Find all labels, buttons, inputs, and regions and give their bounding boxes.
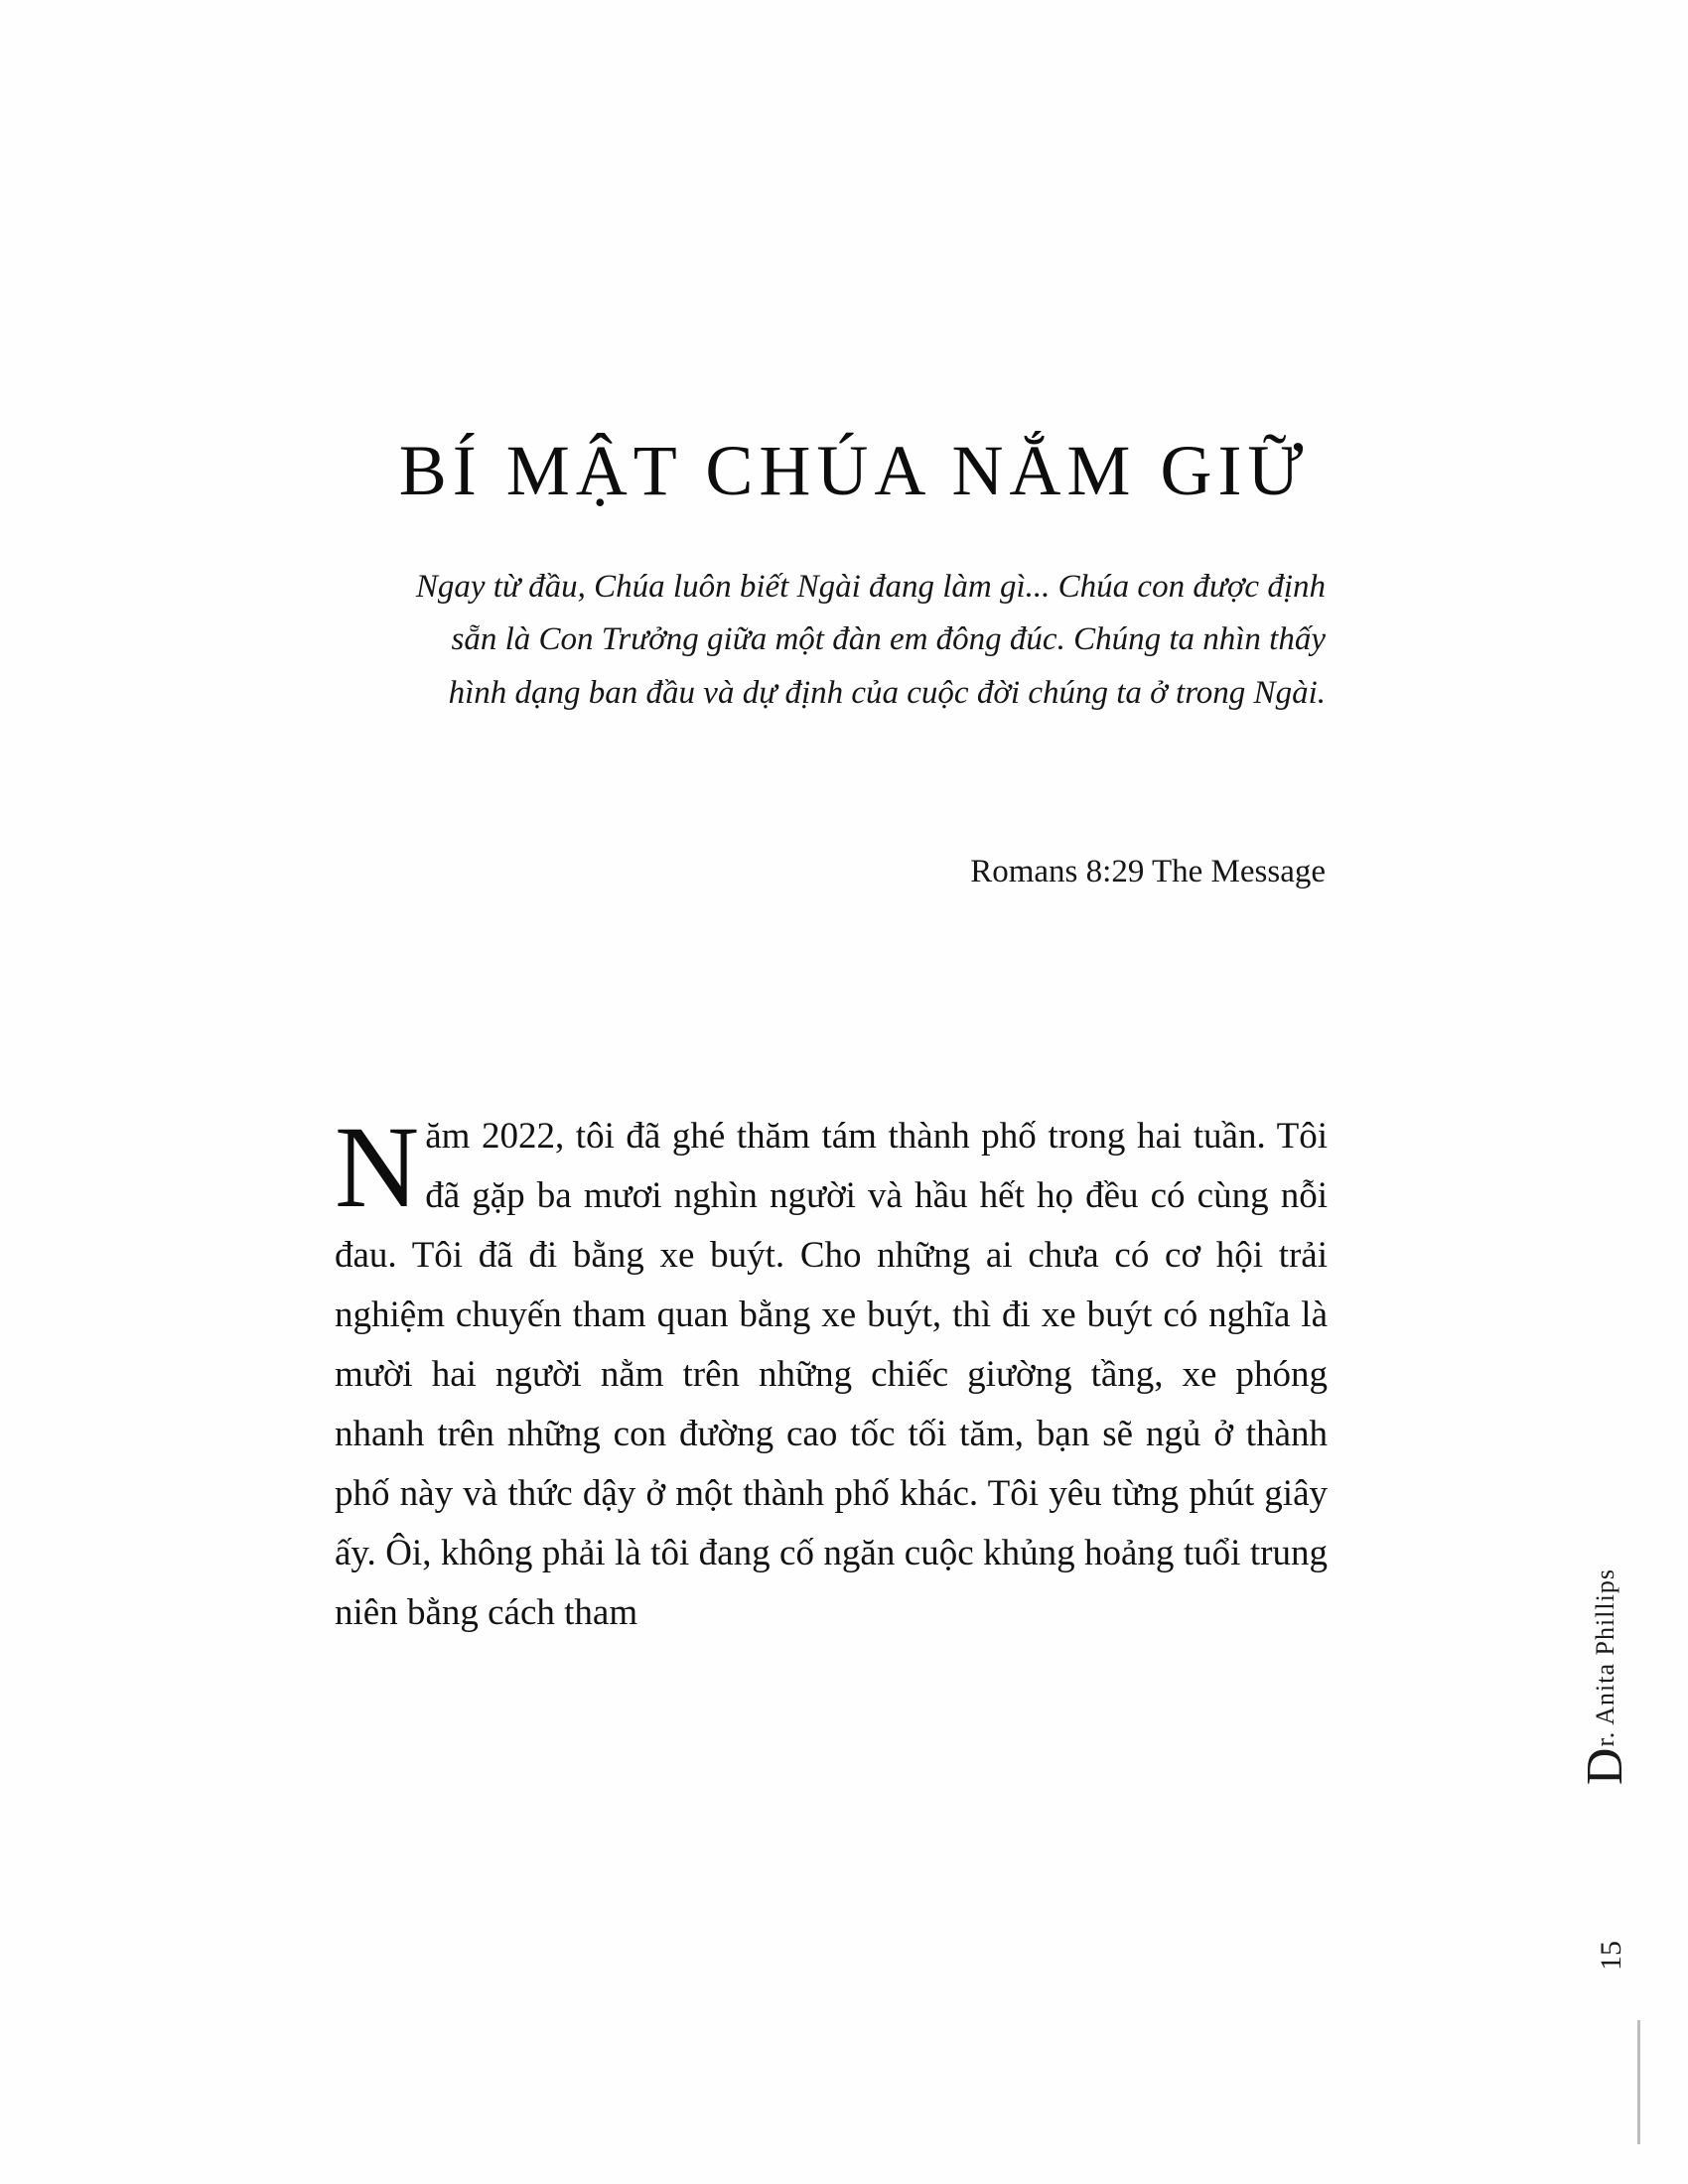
side-rule-divider: [1637, 2020, 1640, 2144]
epigraph-quote: Ngay từ đầu, Chúa luôn biết Ngài đang làm gì... Chúa con được định sẵn là Con Trưởng giữa một đàn em đông đúc. Chúng ta nhìn thấy hình dạng ban đầu và dự định của cuộc đời chúng ta ở trong Ngài.: [415, 569, 1326, 711]
body-text-content: ăm 2022, tôi đã ghé thăm tám thành phố trong hai tuần. Tôi đã gặp ba mươi nghìn người và hầu hết họ đều có cùng nỗi đau. Tôi đã đi bằng xe buýt. Cho những ai chưa có cơ hội trải nghiệm chuyến tham quan bằng xe buýt, thì đi xe buýt có nghĩa là mười hai người nằm trên những chiếc giường tầng, xe phóng nhanh trên những con đường cao tốc tối tăm, bạn sẽ ngủ ở thành phố này và thức dậy ở một thành phố khác. Tôi yêu từng phút giây ấy. Ôi, không phải là tôi đang cố ngăn cuộc khủng hoảng tuổi trung niên bằng cách tham: [335, 1116, 1328, 1633]
running-author-rest: r. Anita Phillips: [1591, 1569, 1620, 1747]
page-number: 15: [1595, 1941, 1627, 1971]
drop-cap: N: [335, 1102, 420, 1232]
page-title: BÍ MẬT CHÚA NẮM GIỮ: [398, 431, 1310, 511]
epigraph-reference: Romans 8:29 The Message: [970, 854, 1326, 889]
body-paragraph: [335, 1102, 1328, 1642]
running-author-initial: D: [1577, 1746, 1634, 1786]
running-author-name: [1577, 1569, 1634, 1786]
